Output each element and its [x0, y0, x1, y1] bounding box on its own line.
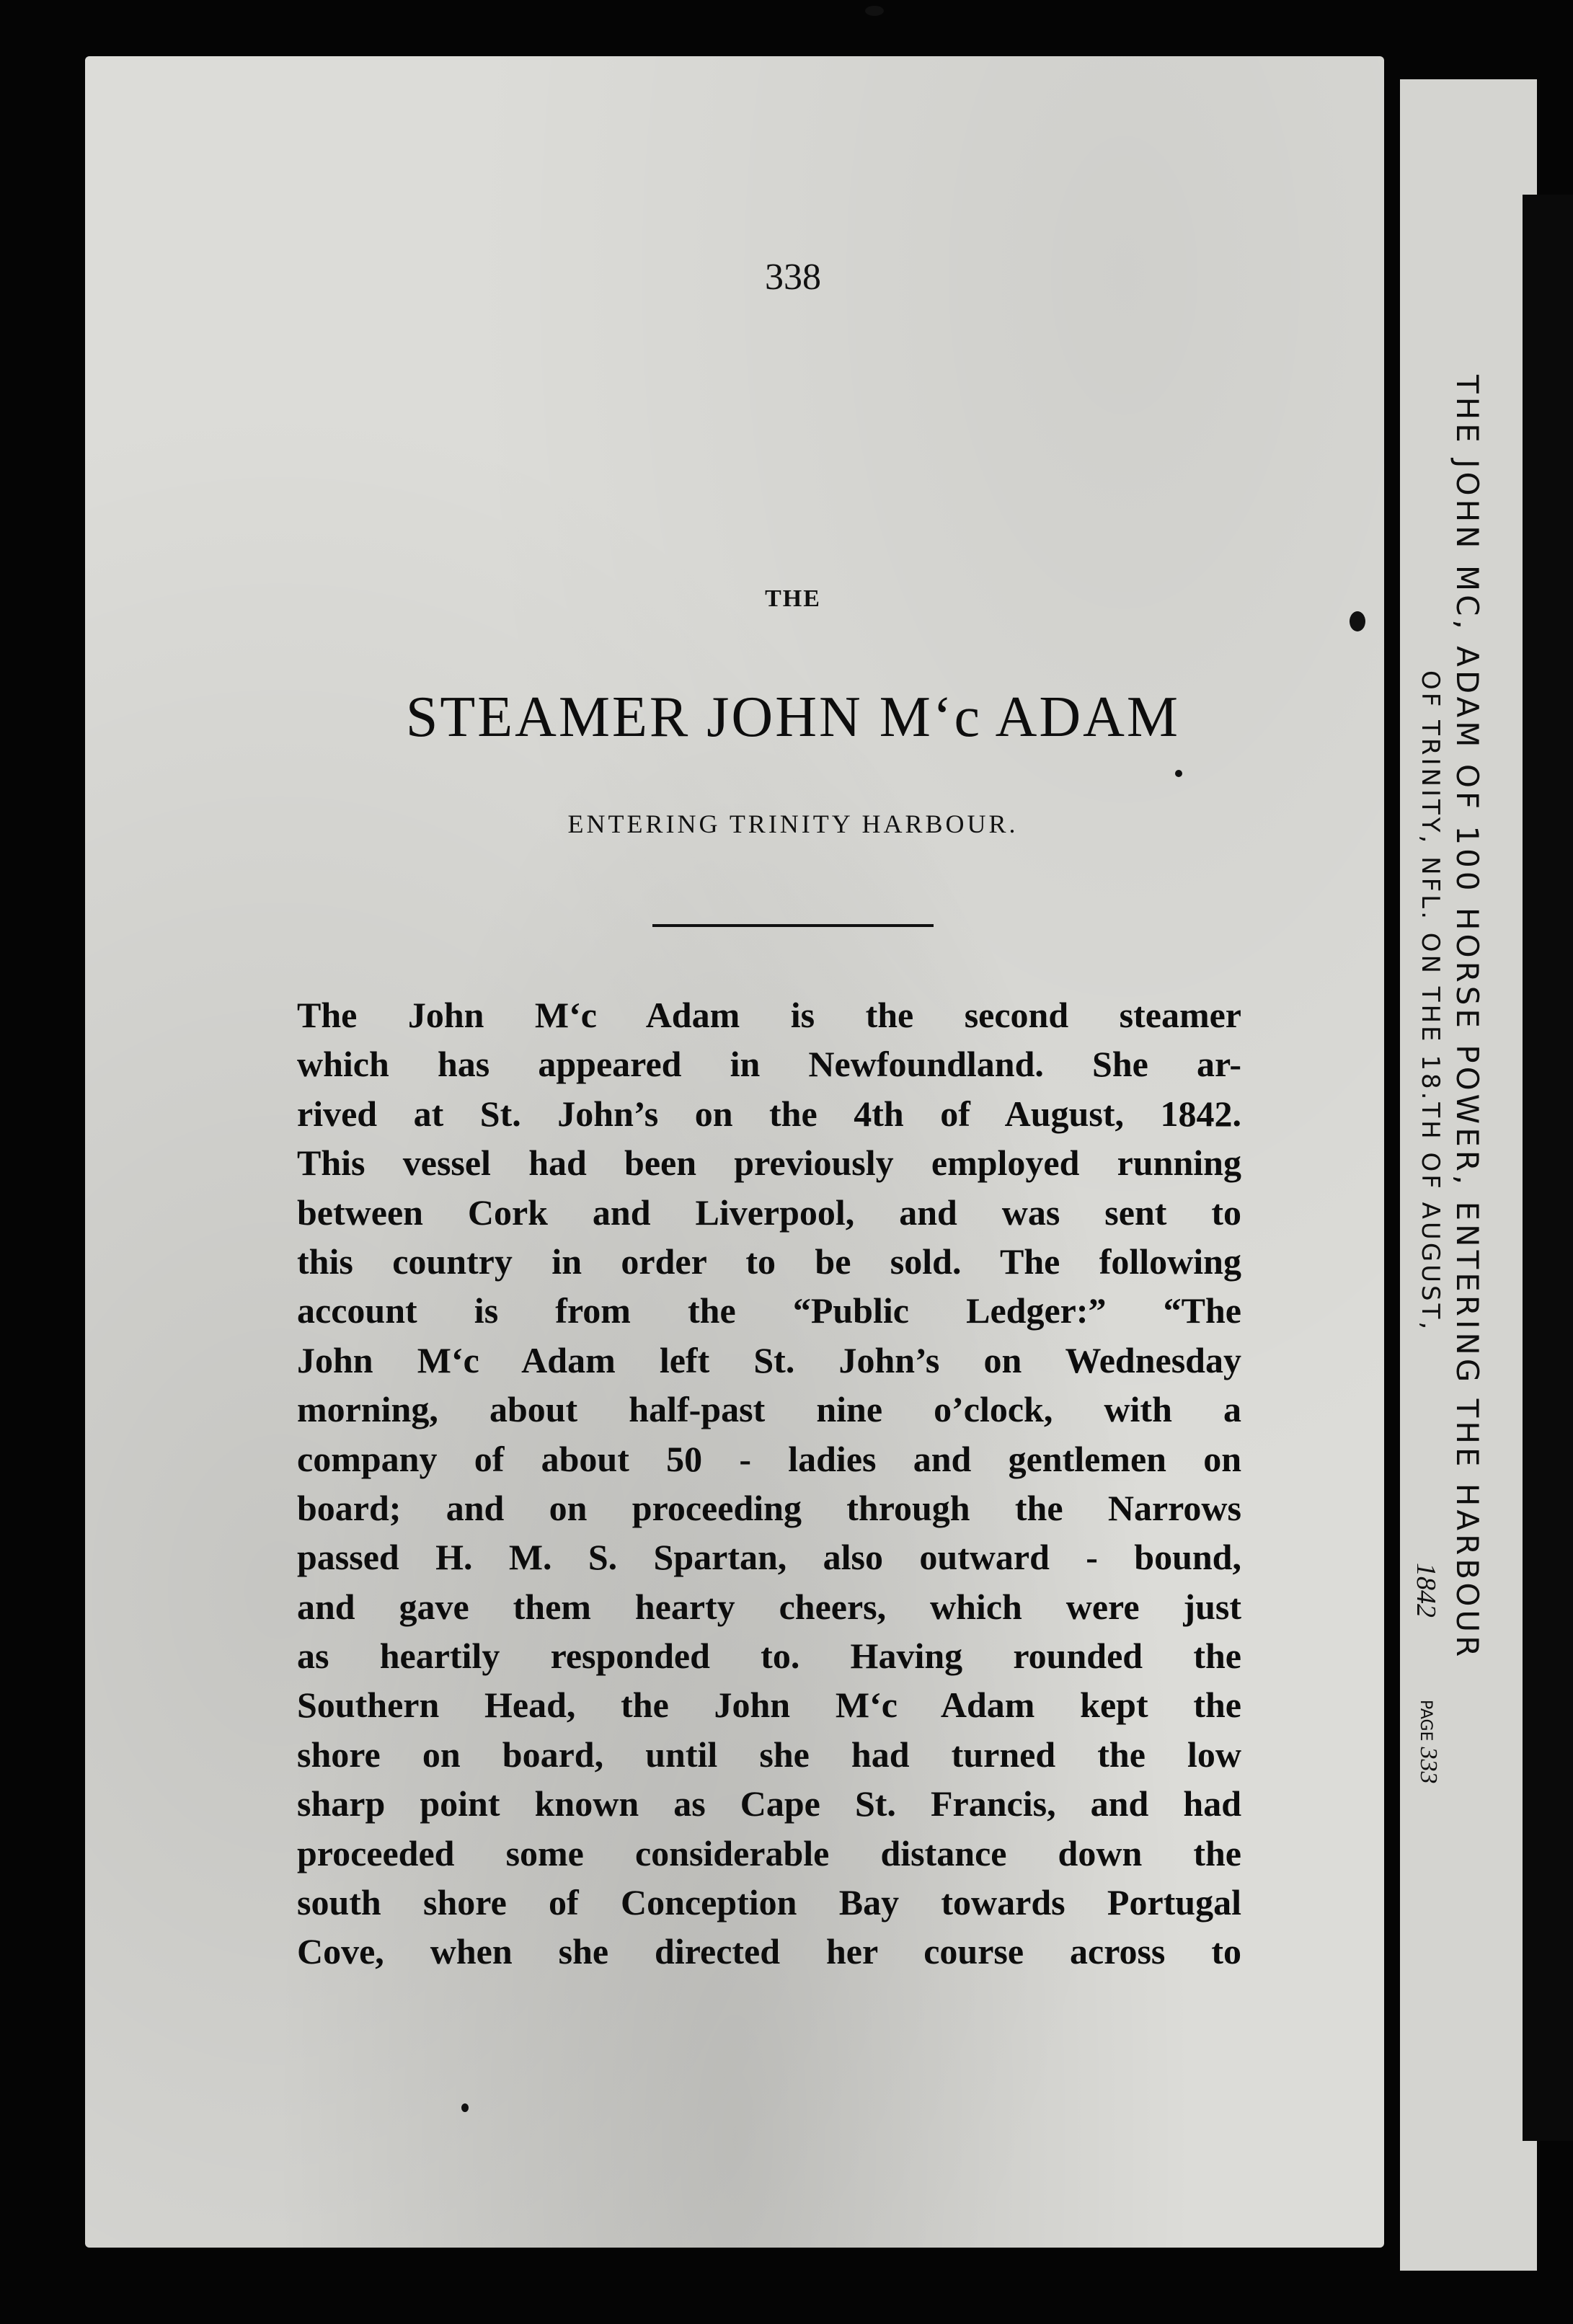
ink-speck — [865, 6, 884, 16]
plate-page-number: 333 — [1415, 1747, 1442, 1784]
body-line: which has appeared in Newfoundland. She ar- — [297, 1044, 1241, 1085]
body-line: as heartily responded to. Having rounded the — [297, 1636, 1241, 1677]
ink-speck — [1175, 770, 1182, 777]
body-line: Southern Head, the John M‘c Adam kept the — [297, 1685, 1241, 1726]
body-text — [297, 990, 1241, 1977]
plate-caption-line2: OF TRINITY, NFL. ON THE 18.TH OF AUGUST, — [1416, 670, 1445, 1333]
plate-caption-year: 1842 — [1411, 1563, 1441, 1618]
body-line: John M‘c Adam left St. John’s on Wednesday — [297, 1339, 1241, 1380]
heading-the: THE — [765, 585, 821, 612]
ink-speck — [1350, 611, 1365, 631]
page-subtitle: ENTERING TRINITY HARBOUR. — [567, 810, 1019, 838]
body-line: company of about 50 - ladies and gentlemen on — [297, 1438, 1241, 1479]
body-line: morning, about half-past nine o’clock, with a — [297, 1389, 1241, 1430]
body-line: passed H. M. S. Spartan, also outward - bound, — [297, 1537, 1241, 1578]
body-line: board; and on proceeding through the Narrows — [297, 1487, 1241, 1528]
page-number: 338 — [765, 257, 821, 298]
title-rule — [652, 924, 934, 927]
body-line: The John M‘c Adam is the second steamer — [297, 995, 1241, 1035]
body-line: shore on board, until she had turned the low — [297, 1734, 1241, 1775]
body-line: rived at St. John’s on the 4th of August, 1842. — [297, 1093, 1241, 1134]
plate-caption-line1: THE JOHN MC, ADAM OF 100 HORSE POWER, ENTERING THE HARBOUR — [1450, 375, 1485, 1661]
plate-page-ref — [1414, 1700, 1442, 1783]
body-line: Cove, when she directed her course across to — [297, 1931, 1241, 1972]
body-line: south shore of Conception Bay towards Portugal — [297, 1882, 1241, 1923]
ink-speck — [461, 2103, 469, 2112]
body-line: sharp point known as Cape St. Francis, and had — [297, 1783, 1241, 1824]
scan-edge — [1523, 195, 1573, 2141]
body-line: and gave them hearty cheers, which were just — [297, 1586, 1241, 1627]
body-line: this country in order to be sold. The following — [297, 1241, 1241, 1282]
plate-page-label: PAGE — [1417, 1700, 1435, 1742]
body-line: proceeded some considerable distance down the — [297, 1832, 1241, 1873]
body-line: account is from the “Public Ledger:” “The — [297, 1290, 1241, 1331]
page-title: STEAMER JOHN M‘c ADAM — [405, 686, 1181, 749]
body-line: This vessel had been previously employed running — [297, 1143, 1241, 1184]
body-line: between Cork and Liverpool, and was sent to — [297, 1192, 1241, 1233]
